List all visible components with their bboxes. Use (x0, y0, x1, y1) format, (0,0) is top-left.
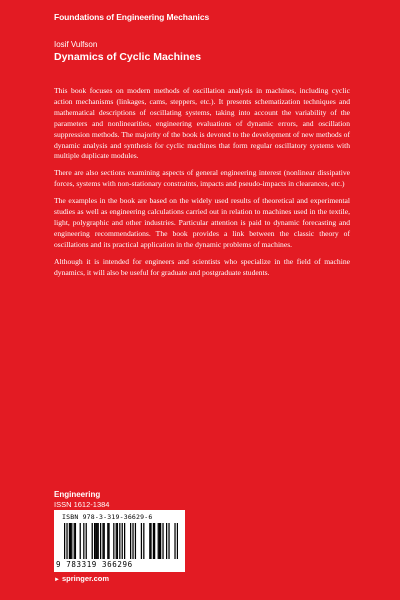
barcode-bar (71, 523, 72, 559)
blurb-paragraph: The examples in the book are based on the widely used results of theoretical and experimental studies as well as engineering calculations carried out in relation to machines used in the textile, light, polygraphic and other industries. Particular attention is paid to dynamic forecasting and engineering recommendations. The book provides a link between the classic theory of oscillations and its practical application in the dynamic problems of machines. (54, 196, 350, 249)
barcode-digits: 9 783319 366296 (56, 560, 133, 569)
book-title: Dynamics of Cyclic Machines (54, 51, 202, 63)
barcode-bar (98, 523, 99, 559)
barcode-bar (160, 523, 161, 559)
barcode-bar (124, 523, 125, 559)
barcode-bar (66, 523, 67, 559)
isbn-number: ISBN 978-3-319-36629-6 (62, 513, 153, 521)
barcode-bar (141, 523, 142, 559)
barcode-bar (96, 523, 97, 559)
publisher-label: springer.com (61, 574, 110, 583)
barcode-bar (69, 523, 70, 559)
barcode-bar (86, 523, 87, 559)
barcode-bar (130, 523, 131, 559)
barcode-bar (119, 523, 120, 559)
author-name: Iosif Vulfson (54, 40, 98, 49)
publisher-link[interactable] (54, 574, 109, 583)
blurb-paragraph: There are also sections examining aspects of general engineering interest (nonlinear dissipative forces, systems with non-stationary constraints, impacts and pseudo-impacts in clearances, etc.) (54, 168, 350, 189)
series-title: Foundations of Engineering Mechanics (54, 12, 210, 22)
barcode-panel (54, 510, 185, 572)
barcode-bar (108, 523, 109, 559)
barcode-bar (83, 523, 84, 559)
barcode-bar (116, 523, 117, 559)
barcode-bar (102, 523, 103, 559)
subject-category: Engineering (54, 490, 101, 499)
barcode-bar (70, 523, 71, 559)
barcode-bar (135, 523, 136, 559)
blurb-paragraph: Although it is intended for engineers and scientists who specialize in the field of machine dynamics, it will also be useful for graduate and postgraduate students. (54, 256, 350, 277)
barcode-bar (74, 523, 75, 559)
barcode-bar (158, 523, 159, 559)
barcode-bar (168, 523, 169, 559)
barcode-bar (92, 523, 93, 559)
barcode-bar (159, 523, 160, 559)
barcode-bar (177, 523, 178, 559)
barcode-bar (149, 523, 150, 559)
barcode-bar (95, 523, 96, 559)
barcode-bar (75, 523, 76, 559)
arrow-right-icon: ► (54, 577, 60, 583)
barcode-bar (107, 523, 108, 559)
barcode-bar (104, 523, 105, 559)
blurb (54, 86, 350, 285)
barcode-bar (117, 523, 118, 559)
barcode-icon (64, 523, 178, 559)
barcode-bar (150, 523, 151, 559)
barcode-bar (143, 523, 144, 559)
barcode-bar (154, 523, 155, 559)
barcode-bar (166, 523, 167, 559)
barcode-bar (64, 523, 65, 559)
barcode-bar (94, 523, 95, 559)
barcode-bar (162, 523, 163, 559)
barcode-bar (122, 523, 123, 559)
issn-number: ISSN 1612-1384 (54, 500, 110, 509)
barcode-bar (113, 523, 114, 559)
barcode-bar (132, 523, 133, 559)
barcode-bar (80, 523, 81, 559)
barcode-bar (100, 523, 101, 559)
barcode-bar (174, 523, 175, 559)
barcode-bar (153, 523, 154, 559)
blurb-paragraph: This book focuses on modern methods of oscillation analysis in machines, including cyclic action mechanisms (linkages, cams, steppers, etc.). It presents schematization techniques and mathematical descriptions of oscillating systems, taking into account the variability of the parameters and nonlinearities, engineering evaluations of dynamic errors, and oscillation suppression methods. The majority of the book is devoted to the development of new methods of dynamic analysis and synthesis for cyclic machines that form regular oscillatory systems with multiple duplicate modules. (54, 86, 350, 161)
